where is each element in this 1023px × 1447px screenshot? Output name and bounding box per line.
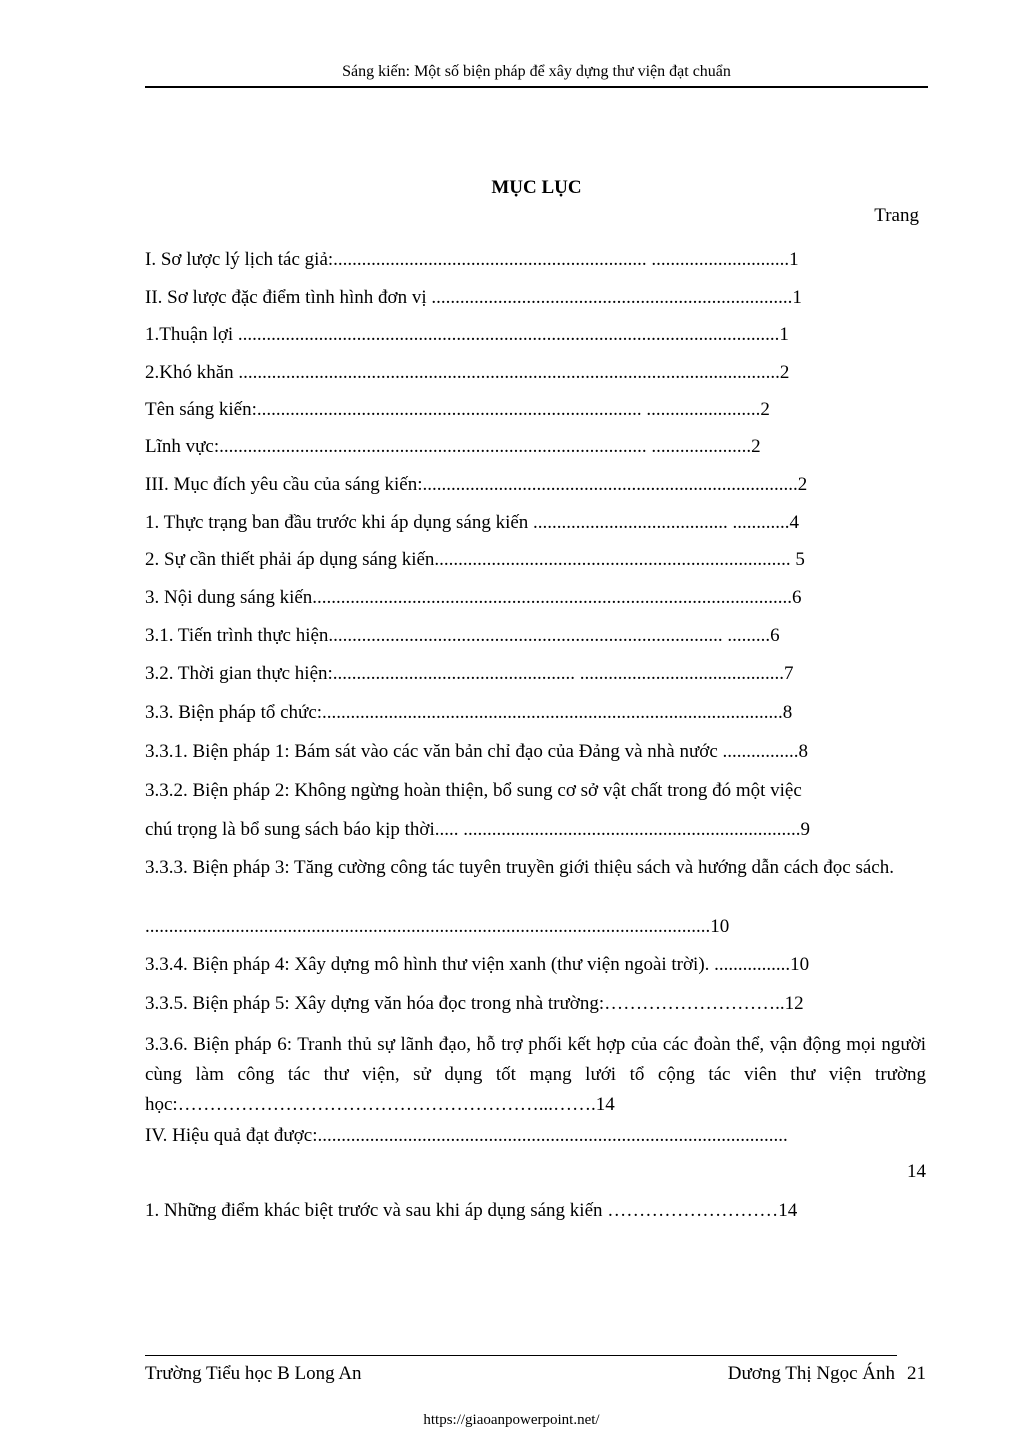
toc-entry: 3.3. Biện pháp tổ chức:.................................................................................................8 [145, 702, 793, 723]
toc-entry: 3.2. Thời gian thực hiện:................................................... ...........................................7 [145, 663, 794, 684]
toc-entry: 3.3.1. Biện pháp 1: Bám sát vào các văn bản chỉ đạo của Đảng và nhà nước ................8 [145, 741, 808, 762]
toc-entry: 1. Những điểm khác biệt trước và sau khi áp dụng sáng kiến ………………………14 [145, 1200, 798, 1221]
footer-school: Trường Tiểu học B Long An [145, 1363, 362, 1384]
toc-entry: IV. Hiệu quả đạt được:................................................................................................... [145, 1125, 788, 1146]
toc-entry: 3.3.6. Biện pháp 6: Tranh thủ sự lãnh đạo, hỗ trợ phối kết hợp của các đoàn thể, vận động mọi người cùng làm công tác thư viện, sử dụng tốt mạng lưới tổ cộng tác viên thư viện trường học:…………………………………………………...…….14 [145, 1034, 926, 1115]
page-number: 21 [907, 1363, 926, 1384]
toc-entry: 3.1. Tiến trình thực hiện................................................................................... .........6 [145, 625, 780, 646]
toc-entry: 2.Khó khăn ..................................................................................................................2 [145, 362, 790, 383]
running-header: Sáng kiến: Một số biện pháp để xây dựng thư viện đạt chuẩn [342, 63, 731, 80]
toc-entry: 14 [907, 1161, 926, 1182]
toc-entry: 3.3.4. Biện pháp 4: Xây dựng mô hình thư viện xanh (thư viện ngoài trời). ................10 [145, 954, 810, 975]
footer-author: Dương Thị Ngọc Ánh [727, 1363, 895, 1384]
toc-entry: II. Sơ lược đặc điểm tình hình đơn vị ............................................................................1 [145, 287, 802, 308]
toc-entry: .......................................................................................................................10 [145, 916, 730, 937]
header-rule [145, 86, 928, 88]
toc-entry: 1. Thực trạng ban đầu trước khi áp dụng sáng kiến ......................................... ............4 [145, 512, 800, 533]
toc-entry: III. Mục đích yêu cầu của sáng kiến:...............................................................................2 [145, 474, 808, 495]
toc-entry: 2. Sự cần thiết phải áp dụng sáng kiến........................................................................... 5 [145, 549, 805, 570]
toc-entry: 3.3.3. Biện pháp 3: Tăng cường công tác tuyên truyền giới thiệu sách và hướng dẫn cách đọc sách. [145, 857, 894, 878]
toc-entry: Lĩnh vực:.......................................................................................... .....................2 [145, 436, 761, 457]
toc-entry: 3. Nội dung sáng kiến.....................................................................................................6 [145, 587, 802, 608]
toc-page-column-label: Trang [874, 205, 919, 226]
toc-entry: I. Sơ lược lý lịch tác giả:.................................................................. .............................1 [145, 249, 799, 270]
toc-entry: Tên sáng kiến:................................................................................. ........................2 [145, 399, 770, 420]
toc-entry: 1.Thuận lợi ..................................................................................................................1 [145, 324, 789, 345]
source-url: https://giaoanpowerpoint.net/ [423, 1412, 600, 1428]
toc-entry: chú trọng là bổ sung sách báo kịp thời..... .......................................................................9 [145, 819, 810, 840]
toc-entry: 3.3.2. Biện pháp 2: Không ngừng hoàn thiện, bổ sung cơ sở vật chất trong đó một việc [145, 780, 802, 801]
toc-entry: 3.3.5. Biện pháp 5: Xây dựng văn hóa đọc trong nhà trường:………………………..12 [145, 993, 804, 1014]
footer-rule [145, 1355, 897, 1356]
toc-title: MỤC LỤC [491, 177, 582, 198]
